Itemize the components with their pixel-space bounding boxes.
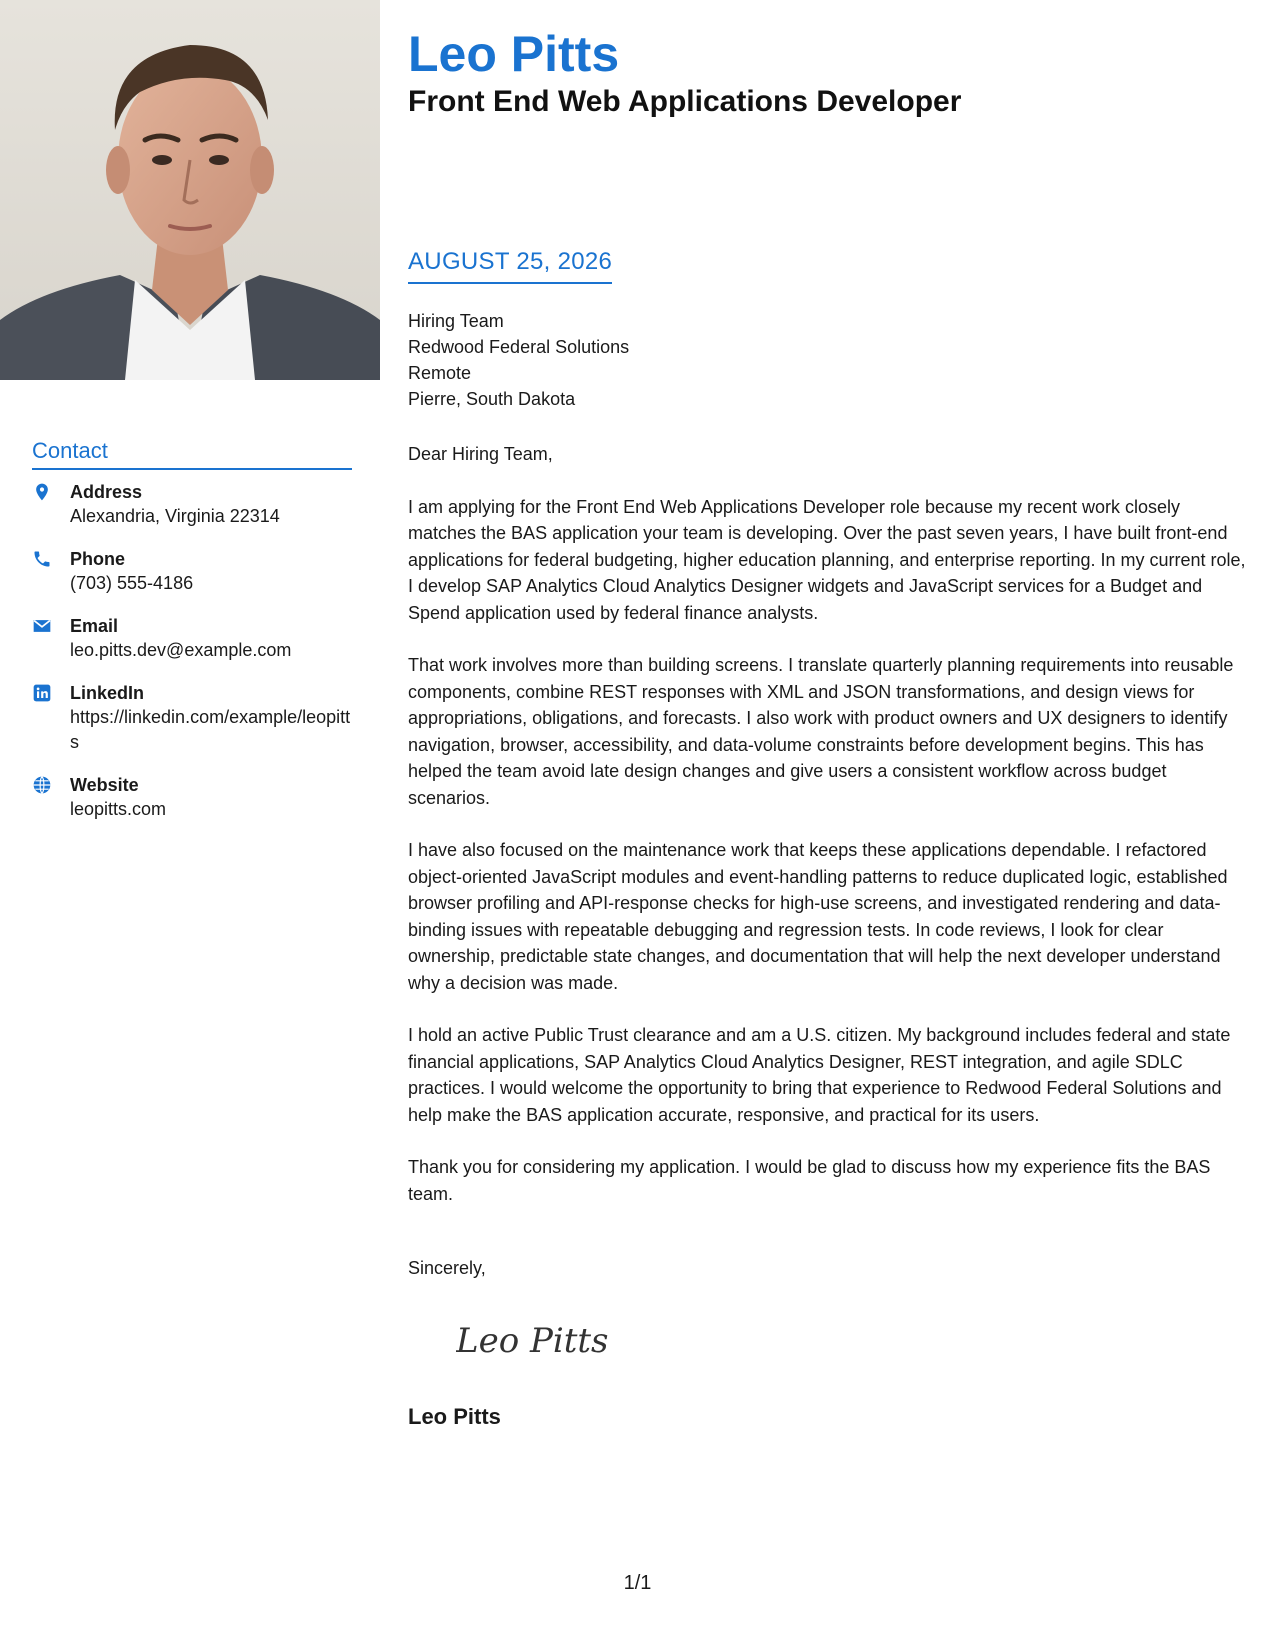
contact-address — [32, 480, 352, 529]
contact-label: Phone — [70, 549, 126, 569]
greeting: Dear Hiring Team, — [408, 444, 553, 464]
contact-heading: Contact — [32, 438, 352, 470]
letter-paragraph: Thank you for considering my application. I would be glad to discuss how my experience fits the BAS team. — [408, 1157, 1211, 1204]
letter-body — [408, 441, 1248, 1233]
recipient-line: Hiring Team — [408, 311, 504, 331]
email-icon — [32, 614, 70, 663]
letter-paragraph: That work involves more than building screens. I translate quarterly planning requirements into reusable components, combine REST responses with XML and JSON transformations, and design views for appropriations, obligations, and forecasts. I also work with product owners and UX designers to identify navigation, browser, accessibility, and data-volume constraints before development begins. This has helped the team avoid late design changes and give users a consistent workflow across budget scenarios. — [408, 655, 1234, 808]
signer-name: Leo Pitts — [408, 1404, 501, 1429]
website-link[interactable]: leopitts.com — [70, 799, 167, 819]
applicant-name: Leo Pitts — [408, 26, 620, 82]
recipient-line: Pierre, South Dakota — [408, 389, 576, 409]
recipient-block — [408, 308, 629, 412]
phone-icon — [32, 547, 70, 596]
contact-value: Alexandria, Virginia 22314 — [70, 506, 280, 526]
sidebar — [32, 438, 352, 840]
contact-phone — [32, 547, 352, 596]
letter-date: AUGUST 25, 2026 — [408, 248, 612, 284]
linkedin-icon — [32, 681, 70, 755]
letter-paragraph: I hold an active Public Trust clearance and am a U.S. citizen. My background includes federal and state financial applications, SAP Analytics Cloud Analytics Designer, REST integration, and agile SDLC practices. I would welcome the opportunity to bring that experience to Redwood Federal Solutions and help make the BAS application accurate, responsive, and practical for its users. — [408, 1025, 1231, 1125]
contact-website — [32, 773, 352, 822]
contact-value: (703) 555-4186 — [70, 573, 194, 593]
profile-photo — [0, 0, 380, 380]
recipient-line: Redwood Federal Solutions — [408, 337, 630, 357]
location-icon — [32, 480, 70, 529]
contact-label: Website — [70, 775, 139, 795]
linkedin-link[interactable]: https://linkedin.com/example/leopitts — [70, 707, 351, 752]
contact-label: Address — [70, 482, 143, 502]
signature — [456, 1310, 636, 1370]
email-link[interactable]: leo.pitts.dev@example.com — [70, 640, 292, 660]
contact-linkedin — [32, 681, 352, 755]
letter-paragraph: I have also focused on the maintenance work that keeps these applications dependable. I refactored object-oriented JavaScript modules and event-handling patterns to reduce duplicated logic, established browser profiling and API-response checks for high-use screens, and investigated rendering and data-binding issues with repeatable debugging and regression tests. In code reviews, I look for clear ownership, predictable state changes, and documentation that will help the next developer understand why a decision was made. — [408, 840, 1228, 993]
globe-icon — [32, 773, 70, 822]
recipient-line: Remote — [408, 363, 472, 383]
contact-label: LinkedIn — [70, 683, 145, 703]
closing: Sincerely, — [408, 1258, 486, 1278]
contact-email — [32, 614, 352, 663]
svg-text:Leo Pitts: Leo Pitts — [456, 1321, 609, 1361]
applicant-title: Front End Web Applications Developer — [408, 85, 962, 118]
page-number: 1/1 — [623, 1572, 652, 1594]
main-content — [408, 0, 1248, 1429]
letter-paragraph: I am applying for the Front End Web Applications Developer role because my recent work closely matches the BAS application your team is developing. Over the past seven years, I have built front-end applications for federal budgeting, higher education planning, and enterprise reporting. In my current role, I develop SAP Analytics Cloud Analytics Designer widgets and JavaScript services for a Budget and Spend application used by federal finance analysts. — [408, 496, 1246, 623]
contact-list — [32, 480, 352, 822]
contact-label: Email — [70, 616, 119, 636]
